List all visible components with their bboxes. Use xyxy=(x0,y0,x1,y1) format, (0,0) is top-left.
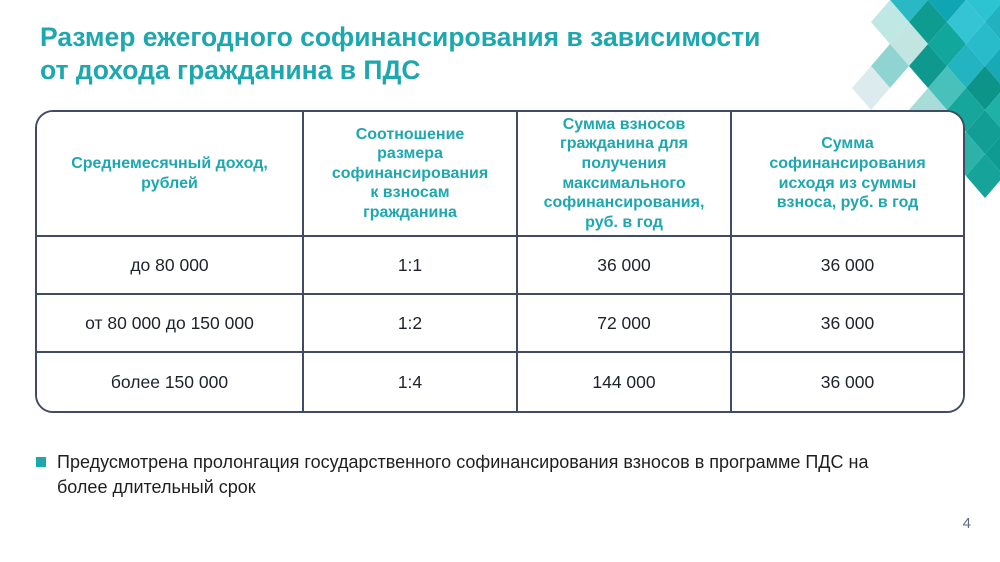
prolongation-note-text: Предусмотрена пролонгация государственного софинансирования взносов в программе ПДС на более длительный срок xyxy=(57,452,869,497)
page-number: 4 xyxy=(962,515,971,532)
slide-title-line-2: от дохода гражданина в ПДС xyxy=(40,54,421,85)
table-cell-contribution-row1: 36 000 xyxy=(518,237,732,295)
slide-title-line-1: Размер ежегодного софинансирования в зависимости xyxy=(40,22,761,52)
cofinancing-table xyxy=(35,110,965,413)
column-header-cofinancing: Сумма софинансирования исходя из суммы взноса, руб. в год xyxy=(732,112,963,237)
table-cell-contribution-row2: 72 000 xyxy=(518,295,732,353)
table-cell-cofinancing-row2: 36 000 xyxy=(732,295,963,353)
table-cell-contribution-row3: 144 000 xyxy=(518,353,732,411)
column-header-income: Среднемесячный доход, рублей xyxy=(37,112,304,237)
prolongation-note xyxy=(36,450,908,500)
square-bullet-icon xyxy=(36,457,46,467)
cofinancing-table-grid xyxy=(37,112,963,411)
table-cell-income-row3: более 150 000 xyxy=(37,353,304,411)
table-cell-ratio-row2: 1:2 xyxy=(304,295,518,353)
table-cell-income-row2: от 80 000 до 150 000 xyxy=(37,295,304,353)
table-cell-cofinancing-row1: 36 000 xyxy=(732,237,963,295)
column-header-contribution: Сумма взносов гражданина для получения максимального софинансирования, руб. в год xyxy=(518,112,732,237)
table-cell-ratio-row1: 1:1 xyxy=(304,237,518,295)
table-cell-cofinancing-row3: 36 000 xyxy=(732,353,963,411)
slide-title xyxy=(40,21,880,87)
column-header-ratio: Соотношение размера софинансирования к взносам гражданина xyxy=(304,112,518,237)
table-cell-income-row1: до 80 000 xyxy=(37,237,304,295)
table-cell-ratio-row3: 1:4 xyxy=(304,353,518,411)
